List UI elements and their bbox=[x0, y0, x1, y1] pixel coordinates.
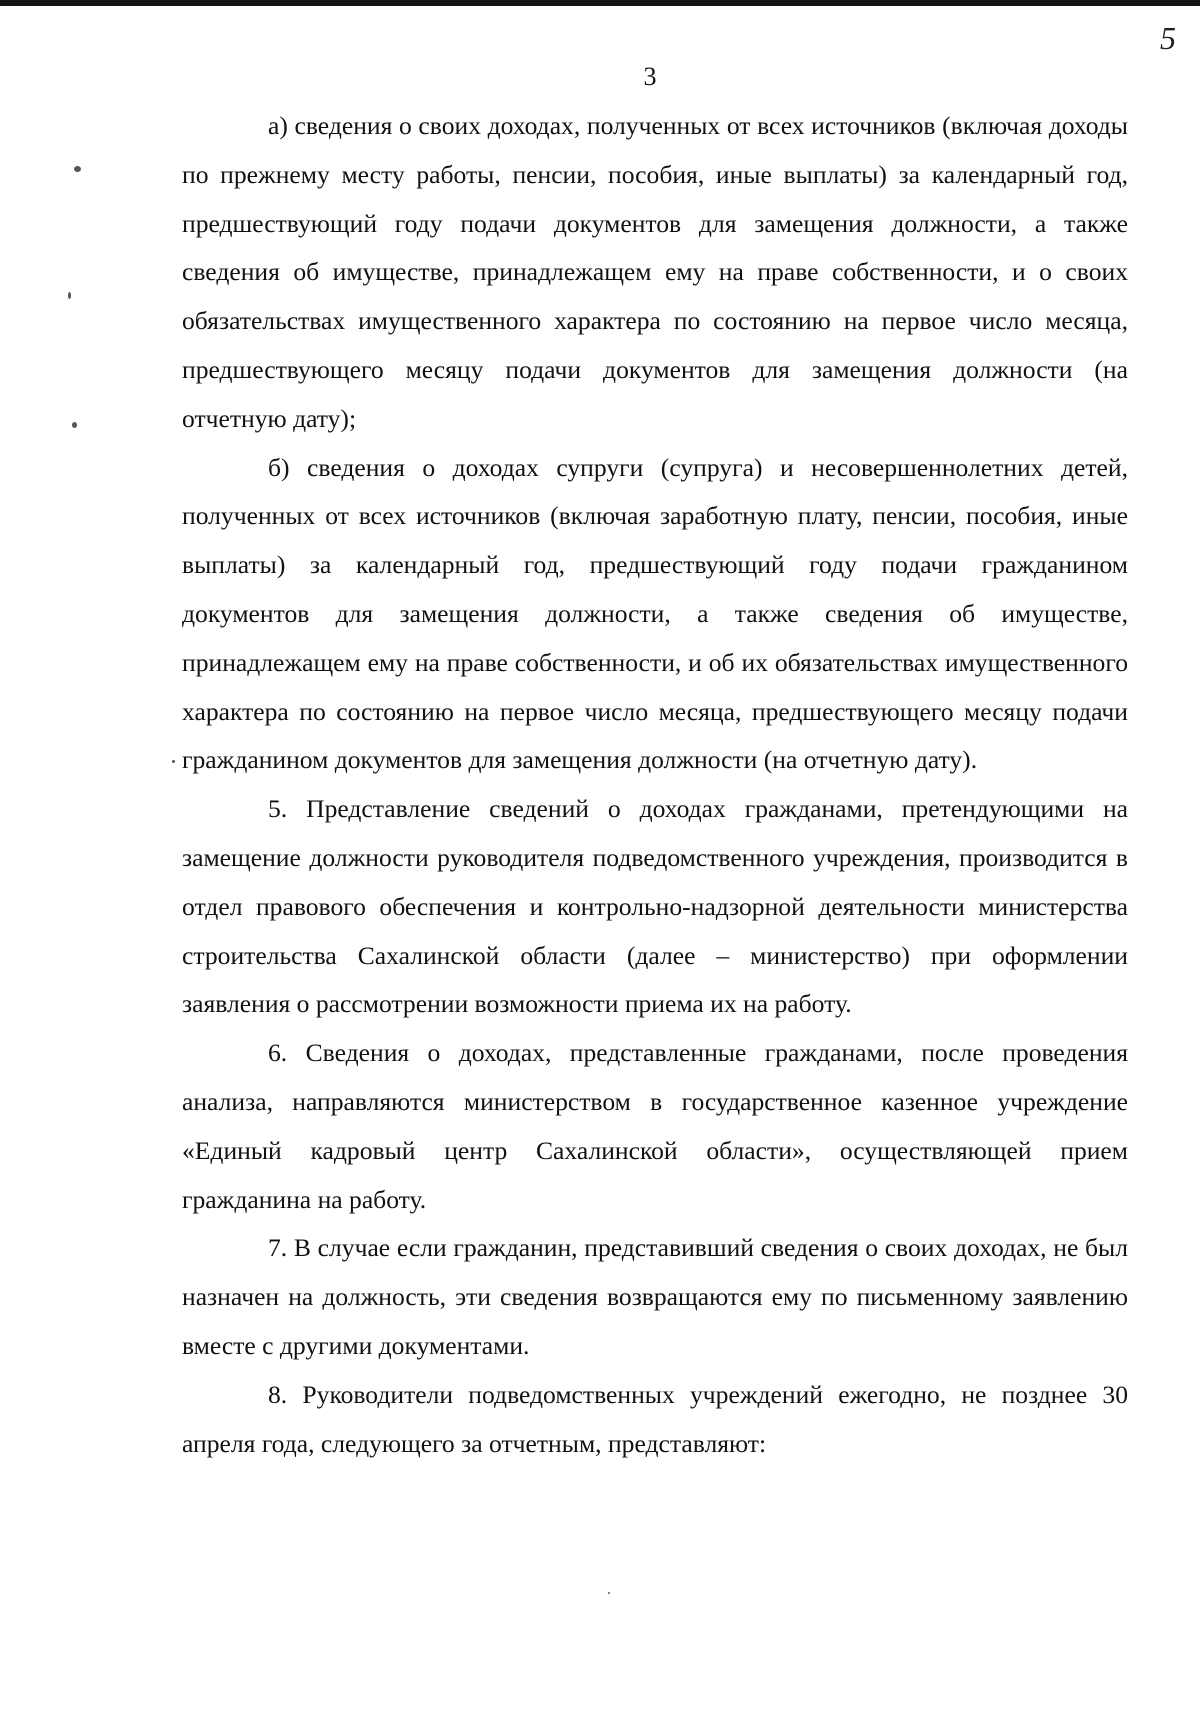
paragraph-5: 5. Представление сведений о доходах гражданами, претендующими на замещение должности руководителя подведомственного учреждения, производится в отдел правового обеспечения и контрольно-надзорной деятельности министерства строительства Сахалинской области (далее – министерство) при оформлении заявления о рассмотрении возможности приема их на работу. bbox=[182, 794, 1128, 1019]
paragraph-8: 8. Руководители подведомственных учреждений ежегодно, не позднее 30 апреля года, следующего за отчетным, представляют: bbox=[182, 1379, 1128, 1458]
document-body bbox=[182, 102, 1128, 1468]
paragraph-b: б) сведения о доходах супруги (супруга) и несовершеннолетних детей, полученных от всех источников (включая заработную плату, пенсии, пособия, иные выплаты) за календарный год, предшествующий году подачи гражданином документов для замещения должности, а также сведения об имуществе, принадлежащем ему на праве собственности, и об их обязательствах имущественного характера по состоянию на первое число месяца, предшествующего месяцу подачи гражданином документов для замещения должности (на отчетную дату). bbox=[182, 452, 1128, 775]
speck bbox=[72, 422, 77, 428]
speck bbox=[68, 292, 71, 299]
paragraph-a: а) сведения о своих доходах, полученных от всех источников (включая доходы по прежнему месту работы, пенсии, пособия, иные выплаты) за календарный год, предшествующий году подачи документов для замещения должности, а также сведения об имуществе, принадлежащем ему на праве собственности, и о своих обязательствах имущественного характера по состоянию на первое число месяца, предшествующего месяцу подачи документов для замещения должности (на отчетную дату); bbox=[182, 111, 1128, 433]
paragraph-7: 7. В случае если гражданин, представивший сведения о своих доходах, не был назначен на должность, эти сведения возвращаются ему по письменному заявлению вместе с другими документами. bbox=[182, 1233, 1128, 1360]
handwritten-sheet-number: 5 bbox=[1160, 20, 1176, 56]
paragraph-6: 6. Сведения о доходах, представленные гражданами, после проведения анализа, направляются министерством в государственное казенное учреждение «Единый кадровый центр Сахалинской области», осуществляющей прием гражданина на работу. bbox=[182, 1038, 1128, 1214]
speck bbox=[172, 760, 175, 763]
speck bbox=[74, 166, 81, 172]
page-number: 3 bbox=[643, 62, 657, 91]
scan-top-edge bbox=[0, 0, 1200, 6]
speck bbox=[608, 1592, 610, 1594]
